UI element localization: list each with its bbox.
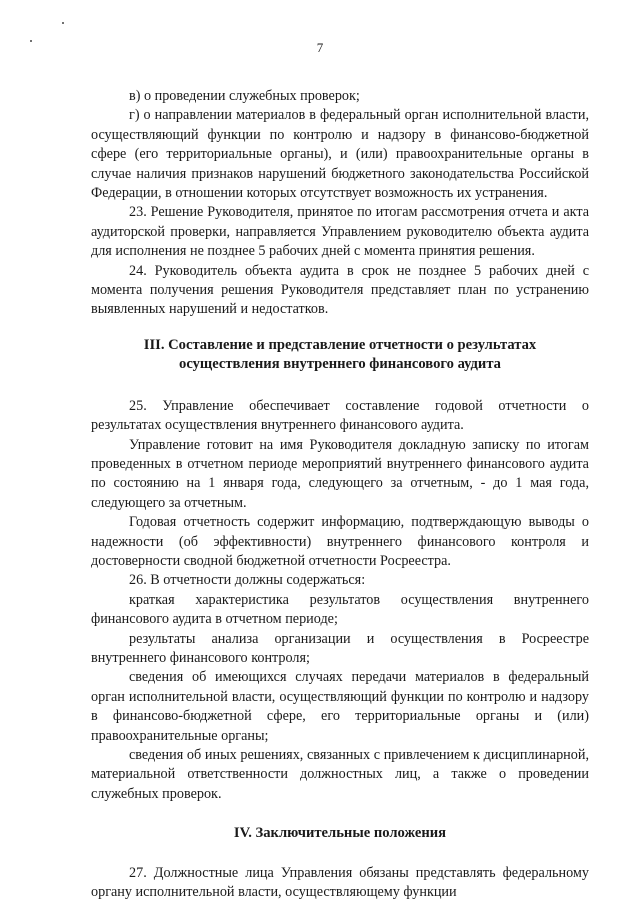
paragraph-23: 23. Решение Руководителя, принятое по итогам рассмотрения отчета и акта аудиторской проверки, направляется Управлением руководителю объекта аудита для исполнения не позднее 5 рабочих дней с момента принятия решения.: [91, 204, 589, 260]
section-3-heading-line2: осуществления внутреннего финансового аудита: [179, 356, 501, 373]
section-4-heading-text: IV. Заключительные положения: [233, 825, 447, 842]
paragraph-25: 25. Управление обеспечивает составление годовой отчетности о результатах осуществления внутреннего финансового аудита.: [91, 397, 589, 434]
paragraph-24: 24. Руководитель объекта аудита в срок не позднее 5 рабочих дней с момента получения решения Руководителя представляет план по устранению выявленных нарушений и недостатков.: [91, 262, 589, 318]
paragraph-25-annual: Годовая отчетность содержит информацию, подтверждающую выводы о надежности (об эффективности) внутреннего финансового контроля и достоверности сводной бюджетной отчетности Росреестра.: [91, 514, 589, 569]
page-number: 7: [316, 40, 324, 55]
scan-speck: [62, 22, 64, 24]
item-g: г) о направлении материалов в федеральный орган исполнительной власти, осуществляющий функции по контролю и надзору в финансово-бюджетной сфере (его территориальные органы), и (или) правоохранительные органы в случае наличия признаков нарушений бюджетного законодательства Российской Федерации, в отношении которых отсутствует возможность их устранения.: [91, 107, 589, 202]
section-3-heading: [91, 336, 589, 375]
item-v: в) о проведении служебных проверок;: [129, 88, 360, 104]
paragraph-25-memo: Управление готовит на имя Руководителя докладную записку по итогам проведенных в отчетном периоде мероприятий внутреннего финансового аудита по состоянию на 1 января года, следующего за отчетным, - до 1 мая года, следующего за отчетным.: [91, 436, 589, 511]
list-item: результаты анализа организации и осуществления в Росреестре внутреннего финансового контроля;: [91, 630, 589, 666]
section-3-heading-line1: III. Составление и представление отчетности о результатах: [143, 336, 537, 353]
paragraph-26: 26. В отчетности должны содержаться:: [129, 572, 366, 589]
list-item: краткая характеристика результатов осуществления внутреннего финансового аудита в отчетном периоде;: [91, 591, 589, 628]
list-item: сведения об имеющихся случаях передачи материалов в федеральный орган исполнительной власти, осуществляющий функции по контролю и надзору в финансово-бюджетной сфере, его территориальные органы и (или) правоохранительные органы;: [91, 669, 589, 744]
section-4-heading: [91, 824, 589, 843]
document-body: [91, 87, 589, 902]
paragraph-27: 27. Должностные лица Управления обязаны представлять федеральному органу исполнительной власти, осуществляющему функции: [91, 864, 589, 901]
list-item: сведения об иных решениях, связанных с привлечением к дисциплинарной, материальной ответственности должностных лиц, а также о проведении служебных проверок.: [91, 747, 589, 802]
